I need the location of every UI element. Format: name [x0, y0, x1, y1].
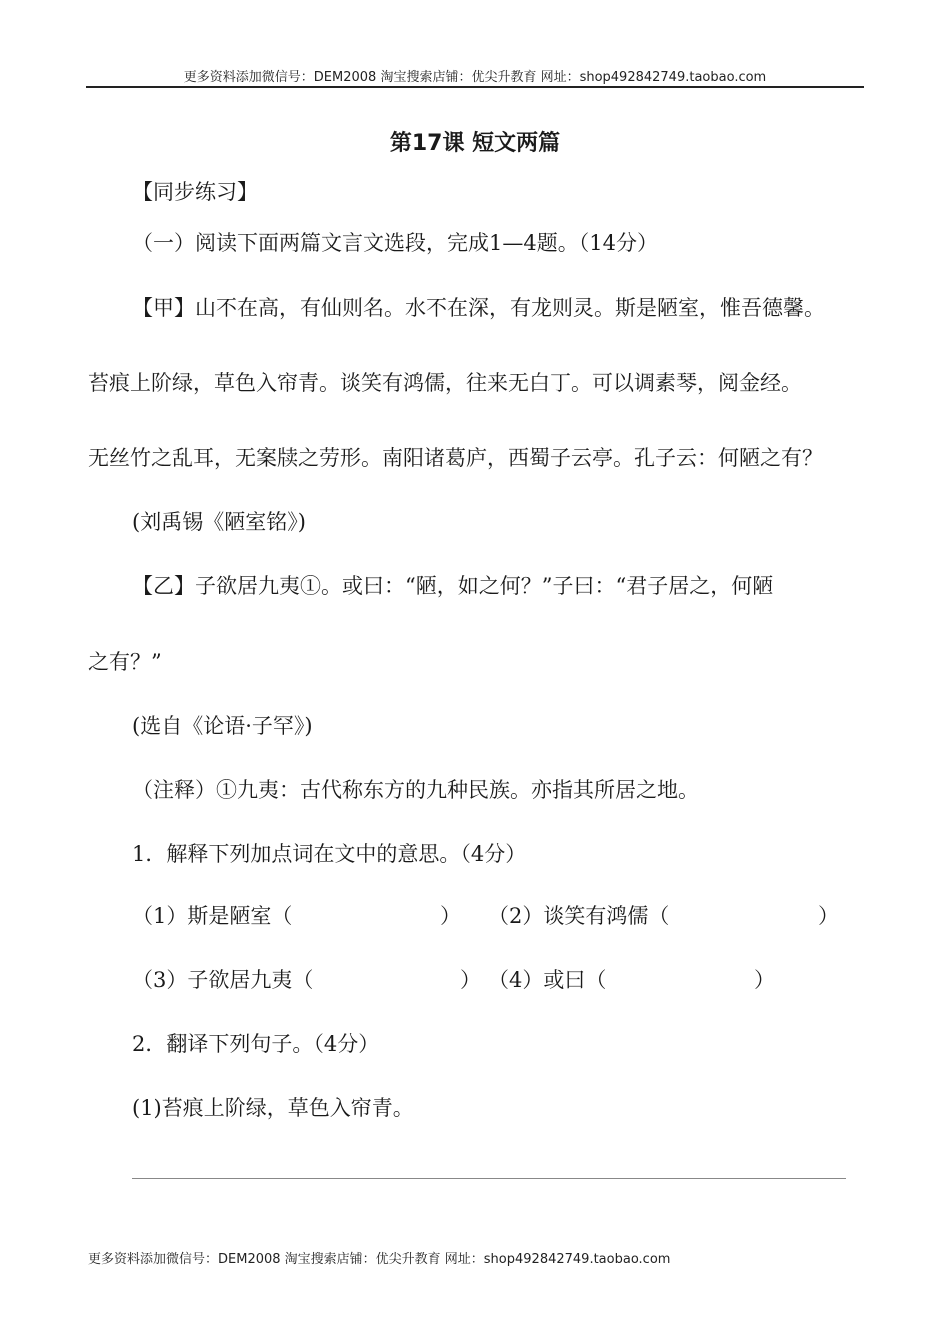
question-1-row-2 — [0, 966, 950, 994]
question-1-row-1 — [0, 902, 950, 930]
question-1-item-4-label: （4）或曰（ — [488, 968, 607, 992]
passage-jia-line-2: 苔痕上阶绿，草色入帘青。谈笑有鸿儒，往来无白丁。可以调素琴，阅金经。 — [88, 371, 802, 395]
reading-intro: （一）阅读下面两篇文言文选段，完成1—4题。（14分） — [132, 231, 658, 255]
question-2-item-1: (1)苔痕上阶绿，草色入帘青。 — [132, 1096, 414, 1120]
passage-yi-line-2: 之有？” — [88, 650, 162, 674]
question-1-item-1-label: （1）斯是陋室（ — [132, 904, 293, 928]
question-1-item-1-close: ） — [440, 904, 461, 928]
passage-yi-source: (选自《论语·子罕》) — [132, 714, 313, 738]
lesson-title: 第17课 短文两篇 — [389, 131, 561, 156]
page-header: 更多资料添加微信号：DEM2008 淘宝搜索店铺：优尖升教育 网址：shop492842749.taobao.com — [183, 70, 767, 85]
passage-jia-line-3: 无丝竹之乱耳，无案牍之劳形。南阳诸葛庐，西蜀子云亭。孔子云：何陋之有？ — [88, 446, 823, 470]
question-1-stem: 1．解释下列加点词在文中的意思。（4分） — [132, 842, 527, 866]
passage-yi-line-1: 【乙】子欲居九夷①。或曰：“陋，如之何？”子曰：“君子居之，何陋 — [132, 574, 774, 598]
question-1-item-3-label: （3）子欲居九夷（ — [132, 968, 314, 992]
section-heading: 【同步练习】 — [132, 180, 258, 204]
passage-jia-line-1: 【甲】山不在高，有仙则名。水不在深，有龙则灵。斯是陋室，惟吾德馨。 — [132, 296, 825, 320]
question-1-item-2-label: （2）谈笑有鸿儒（ — [488, 904, 670, 928]
question-1-item-3-close: ） — [460, 968, 481, 992]
question-2-stem: 2．翻译下列句子。（4分） — [132, 1032, 380, 1056]
question-1-item-2-close: ） — [818, 904, 839, 928]
header-divider — [86, 86, 864, 88]
question-1-item-4-close: ） — [754, 968, 775, 992]
passage-jia-source: (刘禹锡《陋室铭》) — [132, 510, 306, 534]
answer-line[interactable] — [132, 1178, 846, 1179]
annotation-note: （注释）①九夷：古代称东方的九种民族。亦指其所居之地。 — [132, 778, 699, 802]
page-footer: 更多资料添加微信号：DEM2008 淘宝搜索店铺：优尖升教育 网址：shop492842749.taobao.com — [88, 1252, 671, 1267]
